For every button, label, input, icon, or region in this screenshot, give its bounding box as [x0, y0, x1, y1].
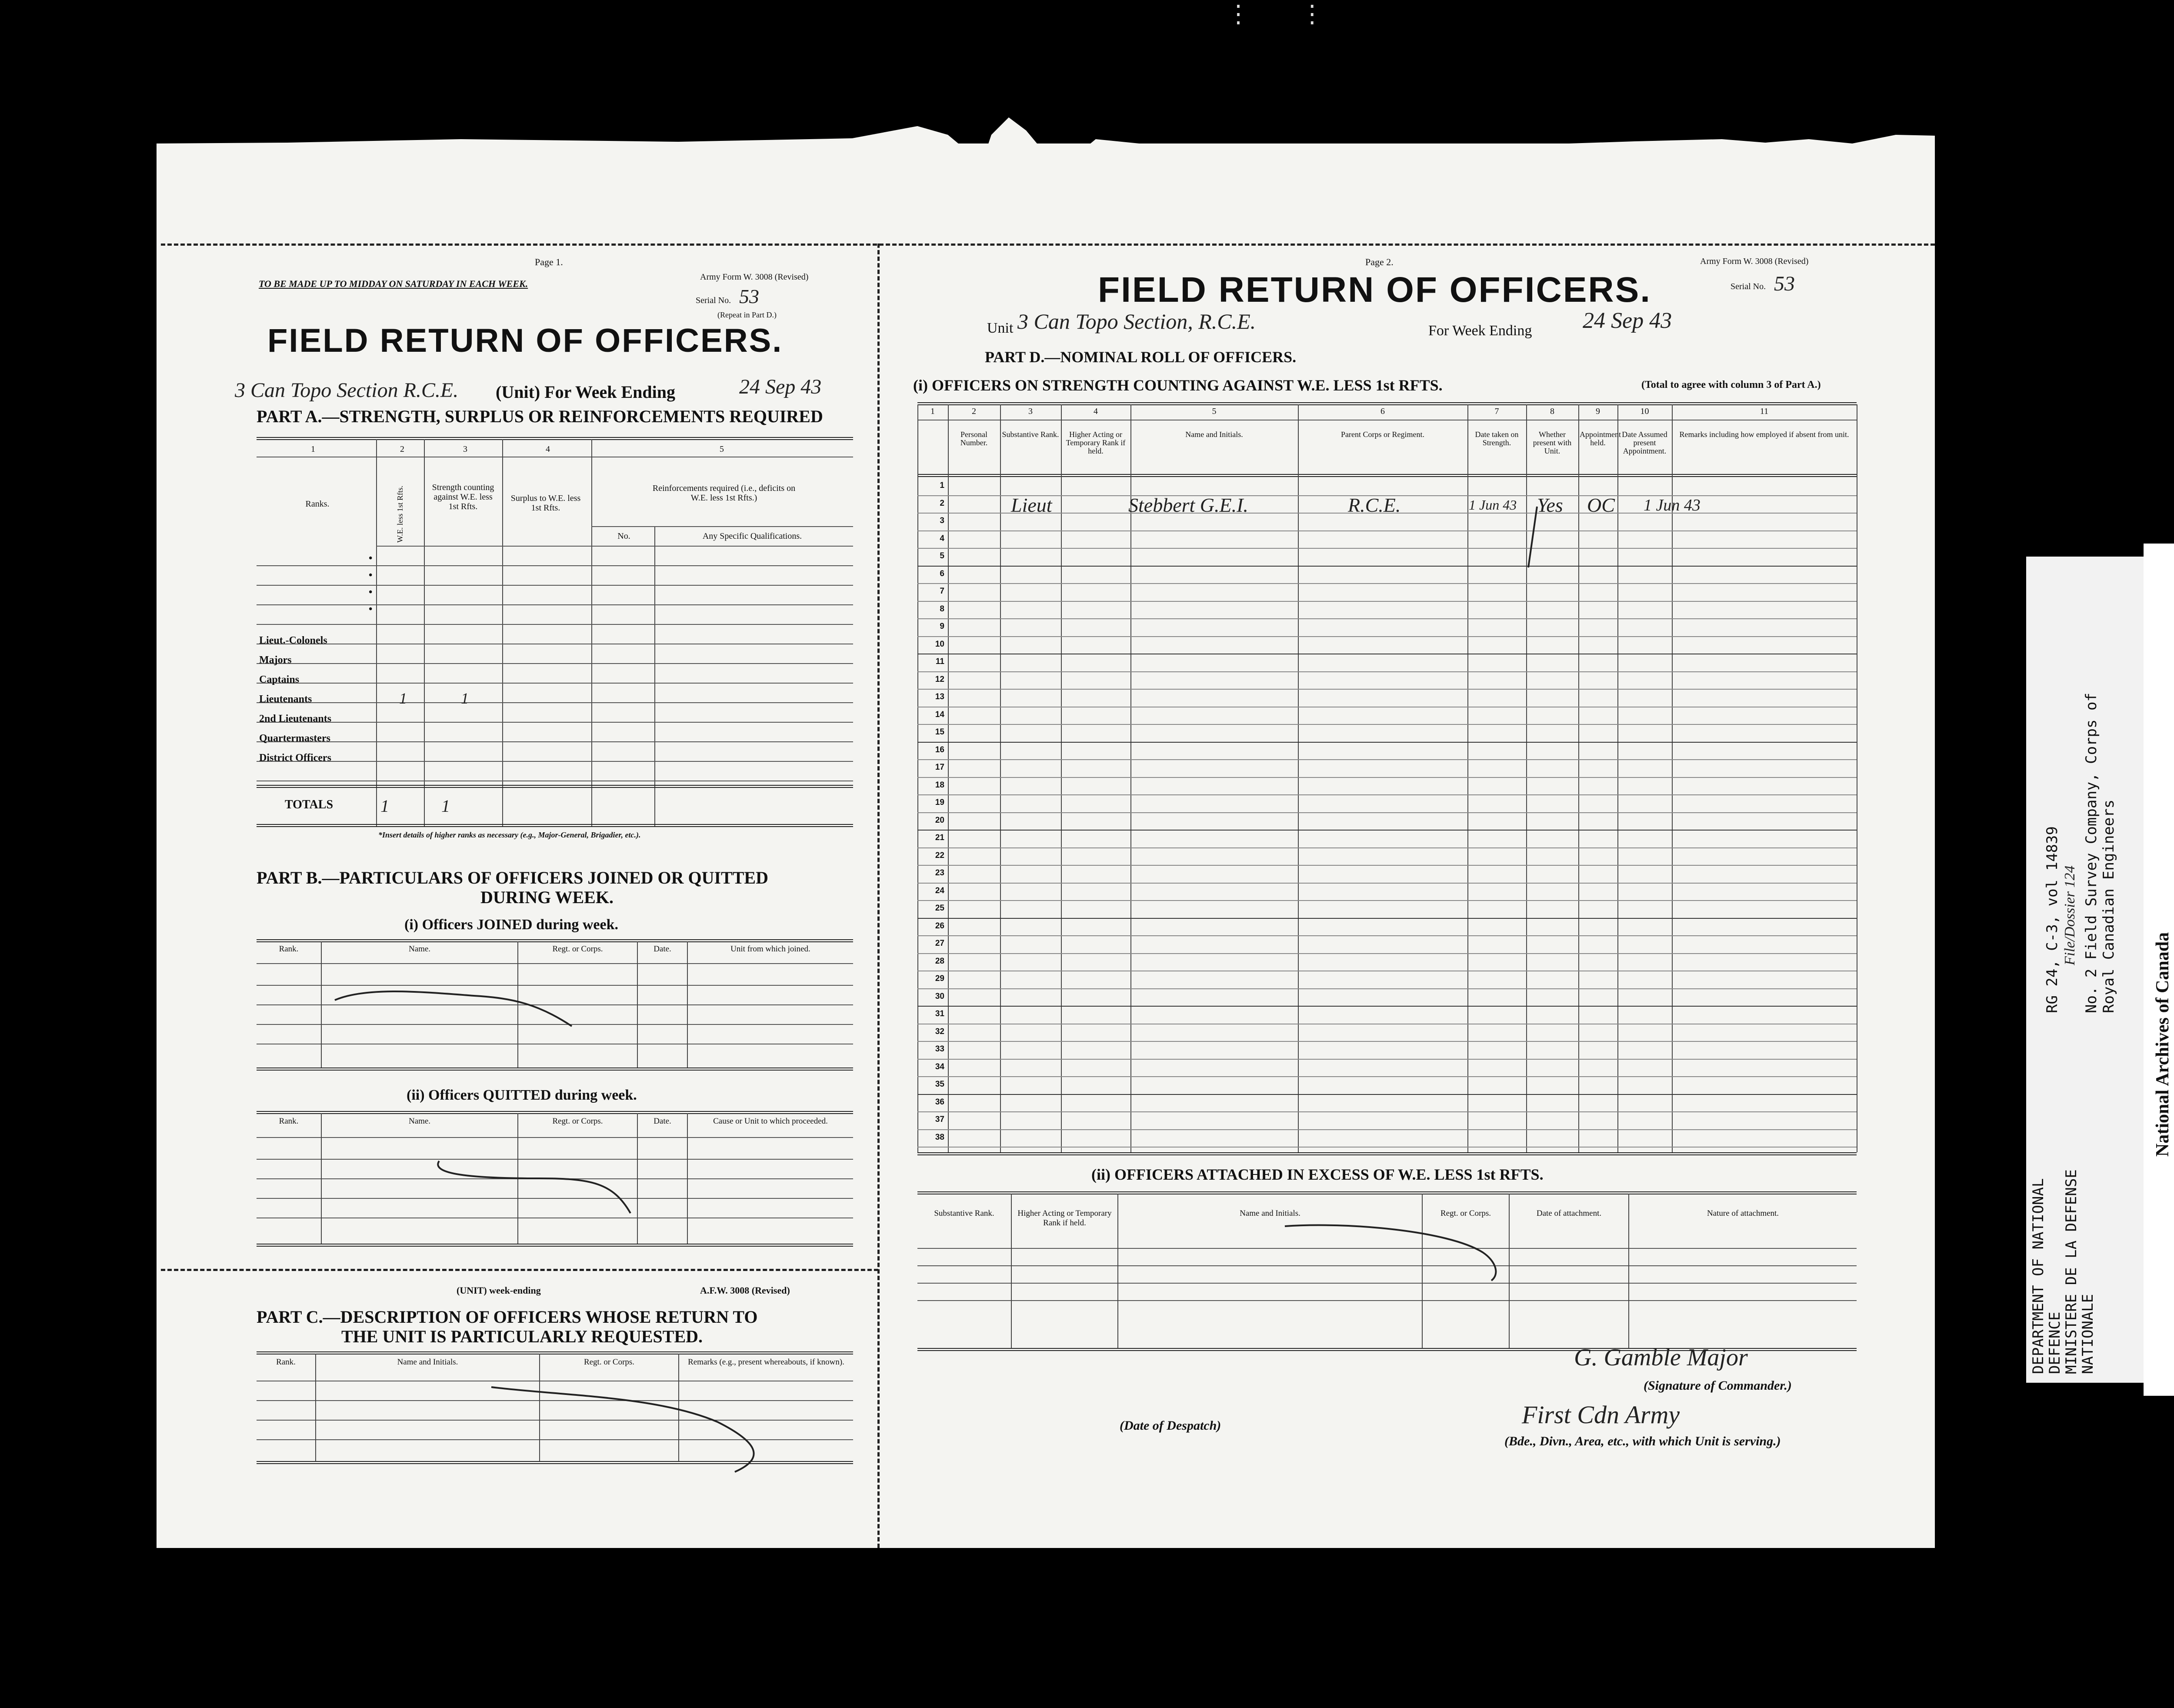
- part-d-row-rule: [917, 900, 1857, 901]
- part-d-row-rule: [917, 953, 1857, 954]
- page2-unit-hand: 3 Can Topo Section, R.C.E.: [1017, 309, 1256, 334]
- part-d-row-number: 22: [935, 851, 944, 860]
- part-a-colnum-3: 3: [463, 444, 467, 454]
- center-perforation: [877, 244, 880, 1548]
- part-d-row-number: 35: [935, 1080, 944, 1089]
- page1-serial-value: 53: [739, 285, 759, 307]
- part-d-row-number: 21: [935, 833, 944, 842]
- attached-nil-stroke: [1283, 1218, 1517, 1283]
- part-d-colnum-9: 9: [1596, 407, 1600, 416]
- part-d-row-rule: [917, 636, 1857, 637]
- part-d-col-rule: [1617, 404, 1618, 1152]
- part-d-colnum-4: 4: [1094, 407, 1098, 416]
- part-a-header-ranks: Ranks.: [305, 499, 330, 509]
- part-a-header-no: No.: [617, 531, 630, 541]
- totals-strength-value: 1: [441, 796, 450, 816]
- part-d-row-number: 15: [935, 727, 944, 737]
- entry-name: Stebbert G.E.I.: [1128, 494, 1248, 516]
- part-b-title-2: DURING WEEK.: [480, 887, 614, 907]
- signature-hand: G. Gamble Major: [1574, 1344, 1748, 1371]
- part-d-col-rule: [1061, 404, 1062, 1152]
- archive-handwritten-ref: File/Dossier 124: [2062, 865, 2078, 965]
- part-d-row-rule: [917, 1059, 1857, 1060]
- part-d-row-rule: [917, 689, 1857, 690]
- film-marks: ⋮ ⋮: [1226, 0, 1342, 28]
- part-d-row-rule: [917, 530, 1857, 531]
- part-d-sub-i-note: (Total to agree with column 3 of Part A.): [1641, 379, 1821, 390]
- part-d-row-rule: [917, 812, 1857, 813]
- despatch-label: (Date of Despatch): [1120, 1418, 1221, 1433]
- formation-hand: First Cdn Army: [1522, 1401, 1680, 1429]
- asterisk-rows: • • • •: [369, 553, 373, 615]
- part-c-header-0: Rank.: [276, 1358, 296, 1367]
- part-d-row-number: 19: [935, 798, 944, 807]
- part-d-row-rule: [917, 988, 1857, 989]
- part-d-row-number: 27: [935, 939, 944, 948]
- part-d-row-number: 1: [940, 481, 944, 490]
- part-d-col-rule: [917, 404, 918, 1152]
- quitted-header-2: Regt. or Corps.: [552, 1117, 603, 1126]
- part-d-title: PART D.—NOMINAL ROLL OF OFFICERS.: [985, 348, 1297, 366]
- part-d-row-number: 29: [935, 974, 944, 983]
- part-d-row-rule: [917, 566, 1857, 567]
- quitted-header-1: Name.: [408, 1117, 431, 1126]
- part-d-row-number: 36: [935, 1097, 944, 1107]
- rank-district-officers: District Officers: [259, 752, 331, 764]
- part-d-colnum-2: 2: [972, 407, 976, 416]
- entry-appointment: OC: [1587, 494, 1615, 516]
- part-d-row-number: 17: [935, 763, 944, 772]
- page2-army-form: Army Form W. 3008 (Revised): [1700, 257, 1809, 266]
- joined-header-3: Date.: [654, 944, 671, 954]
- quitted-header-4: Cause or Unit to which proceeded.: [713, 1117, 828, 1126]
- joined-header-1: Name.: [408, 944, 431, 954]
- rank-lieut-colonels: Lieut.-Colonels: [259, 635, 327, 646]
- page2-unit-label: Unit: [987, 320, 1014, 336]
- part-d-bottom-rule: [917, 1152, 1857, 1155]
- part-d-row-number: 33: [935, 1044, 944, 1054]
- joined-nil-stroke: [330, 983, 578, 1031]
- part-a-header-strength: Strength counting against W.E. less 1st Rfts.: [432, 483, 494, 511]
- entry-present: Yes: [1537, 494, 1563, 516]
- part-d-header-3: Substantive Rank.: [1002, 430, 1059, 439]
- part-d-row-rule: [917, 1111, 1857, 1112]
- part-d-row-rule: [917, 830, 1857, 831]
- part-b-title-1: PART B.—PARTICULARS OF OFFICERS JOINED OR QUITTED: [257, 868, 768, 887]
- page2-serial-value: 53: [1774, 272, 1795, 295]
- page2-week-label: For Week Ending: [1428, 323, 1532, 339]
- totals-label: TOTALS: [285, 798, 333, 811]
- part-d-row-rule: [917, 777, 1857, 778]
- part-d-row-number: 32: [935, 1027, 944, 1036]
- part-d-row-rule: [917, 759, 1857, 760]
- archive-dept-3: MINISTERE DE LA DEFENSE: [2063, 1169, 2080, 1374]
- part-d-header-2: Personal Number.: [960, 430, 988, 447]
- part-d-colnum-5: 5: [1212, 407, 1217, 416]
- part-d-row-number: 37: [935, 1115, 944, 1124]
- joined-header-2: Regt. or Corps.: [552, 944, 603, 954]
- lieut-strength-value: 1: [461, 690, 469, 707]
- part-d-row-rule: [917, 865, 1857, 866]
- part-d-row-number: 16: [935, 745, 944, 754]
- part-a-colnum-1: 1: [311, 444, 315, 454]
- part-a-row-rule: [257, 683, 853, 684]
- part-d-colnum-11: 11: [1760, 407, 1769, 416]
- part-d-row-number: 24: [935, 886, 944, 895]
- rank-quartermasters: Quartermasters: [259, 733, 330, 744]
- part-d-row-number: 10: [935, 639, 944, 649]
- part-d-col-rule: [1000, 404, 1001, 1152]
- part-a-insert-note: *Insert details of higher ranks as necessary (e.g., Major-General, Brigadier, etc.).: [378, 831, 641, 839]
- part-a-row-rule: [257, 663, 853, 664]
- part-d-row-number: 26: [935, 921, 944, 931]
- archive-rg-line: RG 24, C-3, vol 14839: [2044, 826, 2061, 1013]
- part-d-row-number: 34: [935, 1062, 944, 1071]
- totals-we-value: 1: [380, 796, 389, 816]
- page1-serial-note: (Repeat in Part D.): [717, 310, 777, 319]
- part-a-row-rule: [257, 761, 853, 762]
- page1-instruction: TO BE MADE UP TO MIDDAY ON SATURDAY IN EACH WEEK.: [259, 278, 528, 289]
- part-d-row-number: 12: [935, 674, 944, 684]
- part-a-row-rule: [257, 604, 853, 605]
- part-a-header-surplus: Surplus to W.E. less 1st Rfts.: [510, 494, 581, 513]
- slip-form-label: A.F.W. 3008 (Revised): [700, 1285, 790, 1296]
- joined-header-0: Rank.: [279, 944, 299, 954]
- part-d-row-rule: [917, 847, 1857, 848]
- part-d-header-8: Whether present with Unit.: [1533, 430, 1572, 455]
- attached-header-5: Nature of attachment.: [1707, 1209, 1779, 1218]
- signature-label: (Signature of Commander.): [1644, 1378, 1792, 1393]
- rank-lieutenants: Lieutenants: [259, 694, 312, 705]
- part-d-row-rule: [917, 583, 1857, 584]
- part-c-title-1: PART C.—DESCRIPTION OF OFFICERS WHOSE RETURN TO: [257, 1307, 758, 1327]
- part-d-colnum-6: 6: [1380, 407, 1385, 416]
- part-c-title-2: THE UNIT IS PARTICULARLY REQUESTED.: [341, 1327, 703, 1346]
- slip-perforation: [161, 1269, 878, 1271]
- part-d-row-number: 20: [935, 815, 944, 825]
- part-d-row-rule: [917, 1041, 1857, 1042]
- part-a-row-rule: [257, 722, 853, 723]
- part-d-col-rule: [1298, 404, 1299, 1152]
- part-a-row-rule: [257, 624, 853, 625]
- formation-label: (Bde., Divn., Area, etc., with which Unit is serving.): [1504, 1434, 1781, 1448]
- part-a-header-we: W.E. less 1st Rfts.: [396, 485, 404, 543]
- archive-nac-en: National Archives of Canada: [2153, 932, 2173, 1157]
- part-d-row-rule: [917, 1006, 1857, 1007]
- part-d-col-rule: [1467, 404, 1468, 1152]
- part-d-col-rule: [1130, 404, 1131, 1152]
- part-d-row-number: 25: [935, 904, 944, 913]
- page2-title: FIELD RETURN OF OFFICERS.: [1098, 270, 1652, 310]
- part-d-row-rule: [917, 742, 1857, 743]
- page1-week-hand: 24 Sep 43: [739, 375, 822, 398]
- part-c-header-1: Name and Initials.: [397, 1358, 458, 1367]
- part-a-row-rule: [257, 565, 853, 566]
- part-d-row-rule: [917, 601, 1857, 602]
- attached-header-1: Higher Acting or Temporary Rank if held.: [1017, 1209, 1112, 1228]
- joined-title: (i) Officers JOINED during week.: [404, 917, 619, 933]
- part-d-col-rule: [1578, 404, 1579, 1152]
- part-a-title: PART A.—STRENGTH, SURPLUS OR REINFORCEMENTS REQUIRED: [257, 407, 823, 426]
- part-a-top-rule: [257, 437, 853, 440]
- archive-dept-1: DEPARTMENT OF NATIONAL: [2030, 1178, 2047, 1374]
- part-d-row-rule: [917, 794, 1857, 795]
- part-d-row-rule: [917, 935, 1857, 936]
- part-a-row-rule: [257, 702, 853, 703]
- archive-dept-2: DEFENCE: [2046, 1311, 2064, 1374]
- part-d-row-rule: [917, 1129, 1857, 1130]
- part-d-row-number: 7: [940, 587, 944, 596]
- part-d-row-number: 4: [940, 534, 944, 543]
- part-a-colnum-4: 4: [546, 444, 550, 454]
- part-d-col-rule: [1672, 404, 1673, 1152]
- part-d-header-10: Date Assumed present Appointment.: [1622, 430, 1667, 455]
- part-a-row-rule: [257, 741, 853, 742]
- rank-majors: Majors: [259, 654, 292, 666]
- part-a-colnum-5: 5: [720, 444, 724, 454]
- part-d-row-number: 6: [940, 569, 944, 578]
- part-d-row-number: 31: [935, 1009, 944, 1018]
- part-d-row-rule: [917, 548, 1857, 549]
- part-d-header-6: Parent Corps or Regiment.: [1341, 430, 1424, 439]
- part-d-row-rule: [917, 1076, 1857, 1077]
- archive-fonds-2: Royal Canadian Engineers: [2100, 799, 2117, 1013]
- page2-label: Page 2.: [1365, 257, 1394, 267]
- part-a-row-rule: [257, 585, 853, 586]
- rank-captains: Captains: [259, 674, 300, 685]
- joined-header-4: Unit from which joined.: [730, 944, 810, 954]
- top-perforation: [161, 244, 1935, 246]
- page1-unit-label: (Unit) For Week Ending: [496, 382, 676, 402]
- part-d-row-number: 13: [935, 692, 944, 701]
- attached-header-0: Substantive Rank.: [934, 1209, 994, 1218]
- part-d-row-number: 3: [940, 516, 944, 525]
- part-d-row-rule: [917, 918, 1857, 919]
- part-d-row-number: 5: [940, 551, 944, 560]
- part-d-header-9: Appointment held.: [1580, 430, 1621, 447]
- part-a-colnum-2: 2: [400, 444, 404, 454]
- attached-header-2: Name and Initials.: [1240, 1209, 1300, 1218]
- slip-unit-label: (UNIT) week-ending: [457, 1285, 541, 1296]
- part-d-header-5: Name and Initials.: [1185, 430, 1243, 439]
- part-a-header-quals: Any Specific Qualifications.: [702, 531, 802, 541]
- part-d-colnum-8: 8: [1550, 407, 1554, 416]
- page1-army-form: Army Form W. 3008 (Revised): [700, 272, 809, 282]
- part-d-row-rule: [917, 1094, 1857, 1095]
- page1-serial-label: Serial No.: [696, 296, 731, 305]
- page1-title: FIELD RETURN OF OFFICERS.: [267, 322, 783, 359]
- part-d-colnum-10: 10: [1640, 407, 1649, 416]
- quitted-title: (ii) Officers QUITTED during week.: [407, 1087, 637, 1103]
- entry-date: 1 Jun 43: [1469, 497, 1517, 513]
- part-d-colnum-1: 1: [930, 407, 935, 416]
- page1-unit-hand: 3 Can Topo Section R.C.E.: [235, 379, 459, 402]
- part-c-header-2: Regt. or Corps.: [584, 1358, 635, 1367]
- present-column-stroke: [1524, 504, 1541, 570]
- quitted-header-3: Date.: [654, 1117, 671, 1126]
- entry-assumed: 1 Jun 43: [1644, 496, 1701, 514]
- part-d-row-number: 9: [940, 622, 944, 631]
- attached-header-4: Date of attachment.: [1536, 1209, 1602, 1218]
- part-d-row-number: 8: [940, 604, 944, 614]
- page2-serial-label: Serial No.: [1731, 282, 1766, 291]
- lieut-we-value: 1: [399, 690, 407, 707]
- quitted-header-0: Rank.: [279, 1117, 299, 1126]
- part-c-nil-stroke: [474, 1370, 778, 1474]
- page1-label: Page 1.: [535, 257, 563, 267]
- part-d-row-rule: [917, 1147, 1857, 1148]
- quitted-nil-stroke: [426, 1148, 652, 1218]
- part-d-row-number: 30: [935, 991, 944, 1001]
- part-a-header-reinf: Reinforcements required (i.e., deficits on W.E. less 1st Rfts.): [652, 484, 796, 503]
- part-d-row-number: 28: [935, 956, 944, 966]
- part-d-row-number: 18: [935, 780, 944, 790]
- rank-2nd-lieutenants: 2nd Lieutenants: [259, 713, 332, 724]
- part-d-row-number: 14: [935, 710, 944, 719]
- part-d-sub-i: (i) OFFICERS ON STRENGTH COUNTING AGAINST W.E. LESS 1st RFTS.: [913, 377, 1443, 394]
- part-d-row-rule: [917, 618, 1857, 619]
- part-d-colnum-7: 7: [1494, 407, 1499, 416]
- entry-rank: Lieut: [1011, 494, 1052, 516]
- part-c-header-3: Remarks (e.g., present whereabouts, if known).: [688, 1358, 844, 1367]
- part-d-row-rule: [917, 724, 1857, 725]
- part-d-row-number: 11: [935, 657, 944, 666]
- part-d-header-4: Higher Acting or Temporary Rank if held.: [1066, 430, 1126, 455]
- part-d-col-rule: [948, 404, 949, 1152]
- part-d-header-7: Date taken on Strength.: [1475, 430, 1519, 447]
- part-d-row-number: 23: [935, 868, 944, 877]
- part-d-sub-ii: (ii) OFFICERS ATTACHED IN EXCESS OF W.E. LESS 1st RFTS.: [1091, 1166, 1544, 1183]
- part-d-colnum-3: 3: [1028, 407, 1033, 416]
- entry-corps: R.C.E.: [1348, 494, 1401, 516]
- archive-fonds-1: No. 2 Field Survey Company, Corps of: [2083, 693, 2100, 1013]
- attached-header-3: Regt. or Corps.: [1440, 1209, 1491, 1218]
- part-d-row-rule: [917, 671, 1857, 672]
- part-d-row-number: 2: [940, 498, 944, 508]
- part-d-row-number: 38: [935, 1132, 944, 1142]
- part-d-header-11: Remarks including how employed if absent from unit.: [1679, 430, 1849, 439]
- part-d-row-rule: [917, 883, 1857, 884]
- archive-dept-4: NATIONALE: [2079, 1294, 2097, 1374]
- page2-week-hand: 24 Sep 43: [1583, 308, 1672, 333]
